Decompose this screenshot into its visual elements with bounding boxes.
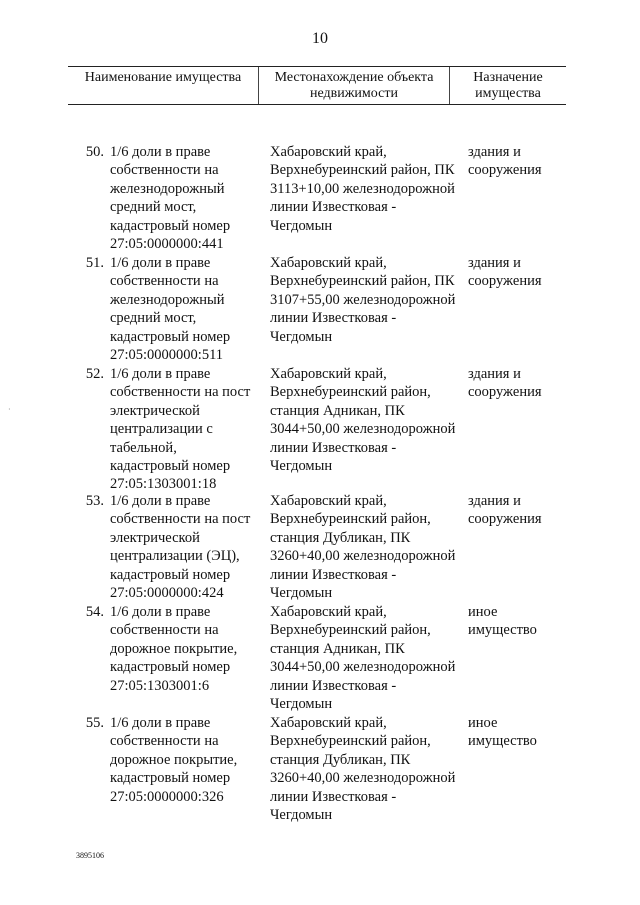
row-purpose: здания и сооружения — [468, 366, 542, 401]
row-name: 1/6 доли в праве собственности на железнодорожный средний мост, кадастровый номер 27:05:0000000:511 — [110, 255, 231, 364]
row-number: 54. — [85, 604, 104, 620]
page-number: 10 — [312, 30, 328, 47]
table-row — [68, 492, 566, 603]
row-name: 1/6 доли в праве собственности на дорожное покрытие, кадастровый номер 27:05:0000000:326 — [110, 715, 238, 805]
row-name: 1/6 доли в праве собственности на пост электрической централизации с табельной, кадастровый номер 27:05:1303001:18 — [110, 366, 251, 493]
row-name: 1/6 доли в праве собственности на дорожное покрытие, кадастровый номер 27:05:1303001:6 — [110, 604, 238, 694]
table-row — [68, 143, 566, 254]
row-location: Хабаровский край, Верхнебуреинский район, станция Дубликан, ПК 3260+40,00 железнодорожной линии Известковая - Чегдомын — [270, 493, 456, 602]
row-location: Хабаровский край, Верхнебуреинский район, станция Адникан, ПК 3044+50,00 железнодорожной линии Известковая - Чегдомын — [270, 366, 456, 475]
table-row — [68, 365, 566, 492]
row-number: 52. — [85, 366, 104, 382]
row-location: Хабаровский край, Верхнебуреинский район, станция Адникан, ПК 3044+50,00 железнодорожной линии Известковая - Чегдомын — [270, 604, 456, 713]
row-purpose: иное имущество — [468, 715, 537, 750]
document-code: 3895106 — [76, 851, 104, 860]
row-location: Хабаровский край, Верхнебуреинский район, ПК 3107+55,00 железнодорожной линии Известковая - Чегдомын — [270, 255, 456, 345]
header-purpose: Назначение имущества — [473, 70, 543, 101]
table-header — [68, 66, 566, 105]
row-location: Хабаровский край, Верхнебуреинский район, станция Дубликан, ПК 3260+40,00 железнодорожной линии Известковая - Чегдомын — [270, 715, 456, 824]
row-number: 55. — [85, 715, 104, 731]
header-name: Наименование имущества — [84, 70, 242, 85]
row-location: Хабаровский край, Верхнебуреинский район, ПК 3113+10,00 железнодорожной линии Известковая - Чегдомын — [270, 144, 455, 234]
row-name: 1/6 доли в праве собственности на железнодорожный средний мост, кадастровый номер 27:05:0000000:441 — [110, 144, 231, 253]
property-table — [68, 66, 566, 825]
table-body — [68, 143, 566, 825]
row-purpose: здания и сооружения — [468, 493, 542, 528]
header-location: Местонахождение объекта недвижимости — [258, 67, 450, 104]
row-number: 53. — [85, 493, 104, 509]
table-row — [68, 603, 566, 714]
table-row — [68, 714, 566, 825]
row-purpose: здания и сооружения — [468, 144, 542, 179]
row-number: 51. — [85, 255, 104, 271]
row-purpose: иное имущество — [468, 604, 537, 639]
table-row — [68, 254, 566, 365]
margin-mark: · — [8, 405, 11, 414]
row-purpose: здания и сооружения — [468, 255, 542, 290]
row-name: 1/6 доли в праве собственности на пост электрической централизации (ЭЦ), кадастровый номер 27:05:0000000:424 — [110, 493, 251, 602]
row-number: 50. — [85, 144, 104, 160]
